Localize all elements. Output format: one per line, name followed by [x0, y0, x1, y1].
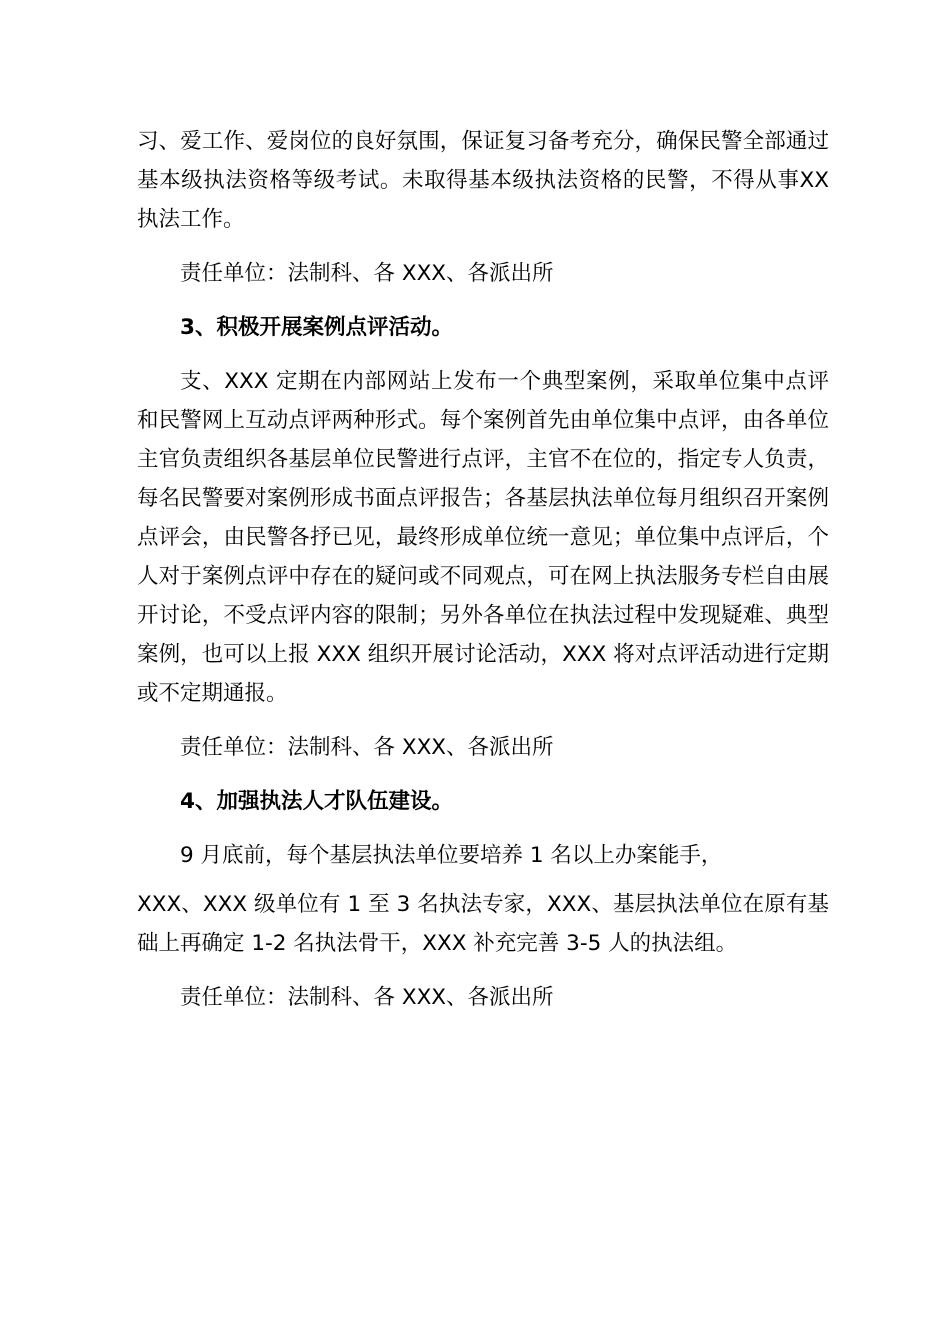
section-heading-case-review: 3、积极开展案例点评活动。 — [180, 315, 453, 340]
responsible-unit-line: 责任单位：法制科、各 XXX、各派出所 — [180, 985, 554, 1010]
responsible-unit-line: 责任单位：法制科、各 XXX、各派出所 — [180, 735, 554, 760]
paragraph-exam-continuation: 习、爱工作、爱岗位的良好氛围，保证复习备考充分，确保民警全部通过基本级执法资格等级考试。未取得基本级执法资格的民警，不得从事XX 执法工作。 — [137, 129, 829, 232]
paragraph-case-review: 支、XXX 定期在内部网站上发布一个典型案例，采取单位集中点评和民警网上互动点评两种形式。每个案例首先由单位集中点评，由各单位主官负责组织各基层单位民警进行点评，主官不在位的，指定专人负责，每名民警要对案例形成书面点评报告；各基层执法单位每月组织召开案例点评会，由民警各抒已见，最终形成单位统一意见；单位集中点评后，个人对于案例点评中存在的疑问或不同观点，可在网上执法服务专栏自由展开讨论，不受点评内容的限制；另外各单位在执法过程中发现疑难、典型案例，也可以上报 XXX 组织开展讨论活动，XXX 将对点评活动进行定期或不定期通报。 — [137, 369, 829, 706]
paragraph-talent-details: XXX、XXX 级单位有 1 至 3 名执法专家，XXX、基层执法单位在原有基础上再确定 1-2 名执法骨干，XXX 补充完善 3-5 人的执法组。 — [137, 892, 829, 956]
responsible-unit-line: 责任单位：法制科、各 XXX、各派出所 — [180, 261, 554, 286]
paragraph-talent-intro: 9 月底前，每个基层执法单位要培养 1 名以上办案能手， — [180, 843, 723, 868]
document-body — [137, 122, 829, 1017]
section-heading-talent-team: 4、加强执法人才队伍建设。 — [180, 789, 453, 814]
